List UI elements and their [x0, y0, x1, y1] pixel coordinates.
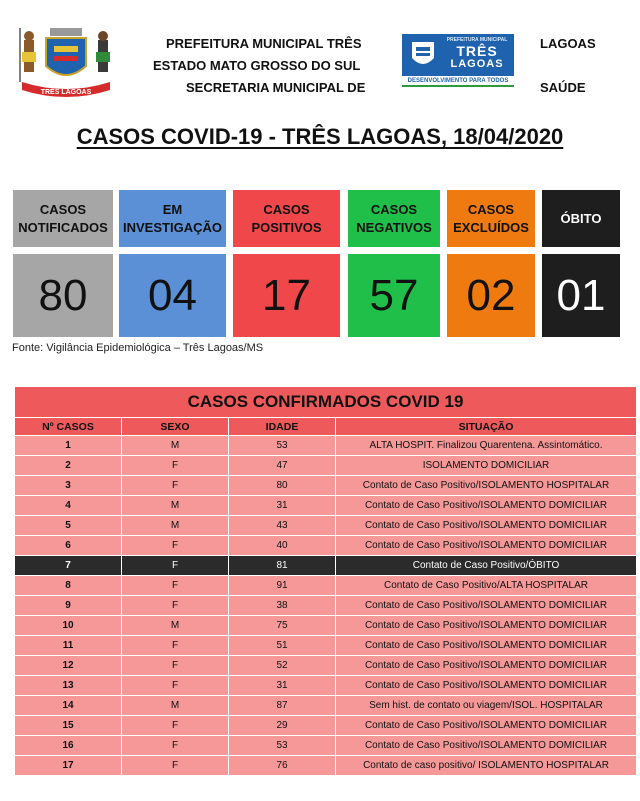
age-cell: 76 — [229, 756, 336, 776]
sex-cell: F — [122, 556, 229, 576]
table-row — [15, 576, 637, 596]
table-row — [15, 696, 637, 716]
case-number-cell: 17 — [15, 756, 122, 776]
sex-cell: F — [122, 576, 229, 596]
situation-cell: Contato de Caso Positivo/ISOLAMENTO DOMICILIAR — [336, 516, 637, 536]
stat-value: 17 — [233, 254, 340, 337]
table-row — [15, 476, 637, 496]
age-cell: 53 — [229, 736, 336, 756]
column-header-situacao: SITUAÇÃO — [336, 418, 637, 436]
logo-underline — [402, 85, 514, 87]
stat-obito — [542, 190, 620, 337]
stat-em-investigacao — [119, 190, 226, 337]
sex-cell: M — [122, 616, 229, 636]
sex-cell: F — [122, 736, 229, 756]
age-cell: 52 — [229, 656, 336, 676]
stat-value: 01 — [542, 254, 620, 337]
crest-banner-text: TRÊS LAGOAS — [40, 89, 92, 96]
case-number-cell: 3 — [15, 476, 122, 496]
table-row — [15, 496, 637, 516]
case-number-cell: 16 — [15, 736, 122, 756]
case-number-cell: 8 — [15, 576, 122, 596]
table-caption: CASOS CONFIRMADOS COVID 19 — [15, 387, 637, 418]
situation-cell: Sem hist. de contato ou viagem/ISOL. HOSPITALAR — [336, 696, 637, 716]
sex-cell: F — [122, 596, 229, 616]
table-row — [15, 536, 637, 556]
stat-value: 04 — [119, 254, 226, 337]
stat-label: CASOS NOTIFICADOS — [13, 190, 113, 247]
page-title-text: CASOS COVID-19 - TRÊS LAGOAS, 18/04/2020 — [76, 124, 564, 149]
sex-cell: F — [122, 476, 229, 496]
table-row — [15, 656, 637, 676]
age-cell: 80 — [229, 476, 336, 496]
case-number-cell: 10 — [15, 616, 122, 636]
case-number-cell: 12 — [15, 656, 122, 676]
case-number-cell: 15 — [15, 716, 122, 736]
table-row — [15, 616, 637, 636]
stat-value: 80 — [13, 254, 113, 337]
age-cell: 51 — [229, 636, 336, 656]
age-cell: 38 — [229, 596, 336, 616]
case-number-cell: 13 — [15, 676, 122, 696]
case-number-cell: 6 — [15, 536, 122, 556]
situation-cell: Contato de Caso Positivo/ISOLAMENTO DOMICILIAR — [336, 616, 637, 636]
sex-cell: M — [122, 516, 229, 536]
situation-cell: Contato de Caso Positivo/ISOLAMENTO DOMICILIAR — [336, 716, 637, 736]
stat-casos-positivos — [233, 190, 340, 337]
situation-cell: Contato de Caso Positivo/ÓBITO — [336, 556, 637, 576]
seal-icon — [408, 38, 438, 72]
table-row — [15, 636, 637, 656]
municipal-crest-logo — [14, 22, 118, 100]
age-cell: 53 — [229, 436, 336, 456]
age-cell: 87 — [229, 696, 336, 716]
column-header-n-casos: Nº CASOS — [15, 418, 122, 436]
case-number-cell: 7 — [15, 556, 122, 576]
situation-cell: ALTA HOSPIT. Finalizou Quarentena. Assintomático. — [336, 436, 637, 456]
case-number-cell: 4 — [15, 496, 122, 516]
source-note: Fonte: Vigilância Epidemiológica – Três Lagoas/MS — [12, 342, 264, 354]
case-number-cell: 9 — [15, 596, 122, 616]
header-line-3-right: SAÚDE — [540, 80, 586, 95]
sex-cell: F — [122, 676, 229, 696]
age-cell: 47 — [229, 456, 336, 476]
logo-text-1: TRÊS — [456, 43, 498, 59]
header-line-2: ESTADO MATO GROSSO DO SUL — [153, 58, 361, 73]
situation-cell: Contato de Caso Positivo/ISOLAMENTO DOMICILIAR — [336, 496, 637, 516]
age-cell: 43 — [229, 516, 336, 536]
case-number-cell: 2 — [15, 456, 122, 476]
age-cell: 29 — [229, 716, 336, 736]
stat-casos-negativos — [348, 190, 440, 337]
header-line-3: SECRETARIA MUNICIPAL DE — [186, 80, 366, 95]
sex-cell: M — [122, 496, 229, 516]
sex-cell: M — [122, 436, 229, 456]
logo-text-2: LAGOAS — [450, 58, 504, 70]
age-cell: 31 — [229, 676, 336, 696]
header-line-1: PREFEITURA MUNICIPAL TRÊS — [166, 36, 362, 51]
situation-cell: Contato de Caso Positivo/ISOLAMENTO DOMICILIAR — [336, 636, 637, 656]
situation-cell: Contato de Caso Positivo/ISOLAMENTO DOMICILIAR — [336, 736, 637, 756]
page-title — [0, 124, 640, 150]
sex-cell: M — [122, 696, 229, 716]
age-cell: 81 — [229, 556, 336, 576]
sex-cell: F — [122, 716, 229, 736]
case-number-cell: 14 — [15, 696, 122, 716]
table-row — [15, 516, 637, 536]
stat-label: CASOS NEGATIVOS — [348, 190, 440, 247]
logo-small-text: PREFEITURA MUNICIPAL — [446, 37, 508, 43]
stat-label: CASOS EXCLUÍDOS — [447, 190, 535, 247]
stat-label: CASOS POSITIVOS — [233, 190, 340, 247]
situation-cell: Contato de Caso Positivo/ISOLAMENTO HOSPITALAR — [336, 476, 637, 496]
stat-value: 57 — [348, 254, 440, 337]
table-row — [15, 756, 637, 776]
case-number-cell: 1 — [15, 436, 122, 456]
situation-cell: Contato de Caso Positivo/ISOLAMENTO DOMICILIAR — [336, 656, 637, 676]
age-cell: 91 — [229, 576, 336, 596]
sex-cell: F — [122, 536, 229, 556]
table-row — [15, 716, 637, 736]
stat-label: ÓBITO — [542, 190, 620, 247]
sex-cell: F — [122, 656, 229, 676]
situation-cell: Contato de caso positivo/ ISOLAMENTO HOSPITALAR — [336, 756, 637, 776]
logo-tagline: DESENVOLVIMENTO PARA TODOS — [407, 78, 509, 84]
stat-casos-excluidos — [447, 190, 535, 337]
table-row — [15, 556, 637, 576]
situation-cell: ISOLAMENTO DOMICILIAR — [336, 456, 637, 476]
case-number-cell: 11 — [15, 636, 122, 656]
situation-cell: Contato de Caso Positivo/ISOLAMENTO DOMICILIAR — [336, 676, 637, 696]
table-row — [15, 676, 637, 696]
column-header-sexo: SEXO — [122, 418, 229, 436]
tres-lagoas-logo — [402, 34, 514, 90]
age-cell: 40 — [229, 536, 336, 556]
age-cell: 75 — [229, 616, 336, 636]
situation-cell: Contato de Caso Positivo/ISOLAMENTO DOMICILIAR — [336, 596, 637, 616]
situation-cell: Contato de Caso Positivo/ISOLAMENTO DOMICILIAR — [336, 536, 637, 556]
header-line-1-right: LAGOAS — [540, 36, 596, 51]
table-row — [15, 436, 637, 456]
column-header-idade: IDADE — [229, 418, 336, 436]
sex-cell: F — [122, 756, 229, 776]
situation-cell: Contato de Caso Positivo/ALTA HOSPITALAR — [336, 576, 637, 596]
sex-cell: F — [122, 636, 229, 656]
table-row — [15, 736, 637, 756]
table-row — [15, 456, 637, 476]
age-cell: 31 — [229, 496, 336, 516]
sex-cell: F — [122, 456, 229, 476]
table-row — [15, 596, 637, 616]
stat-value: 02 — [447, 254, 535, 337]
stat-label: EM INVESTIGAÇÃO — [119, 190, 226, 247]
stat-casos-notificados — [13, 190, 113, 337]
confirmed-cases-table — [14, 386, 637, 776]
case-number-cell: 5 — [15, 516, 122, 536]
